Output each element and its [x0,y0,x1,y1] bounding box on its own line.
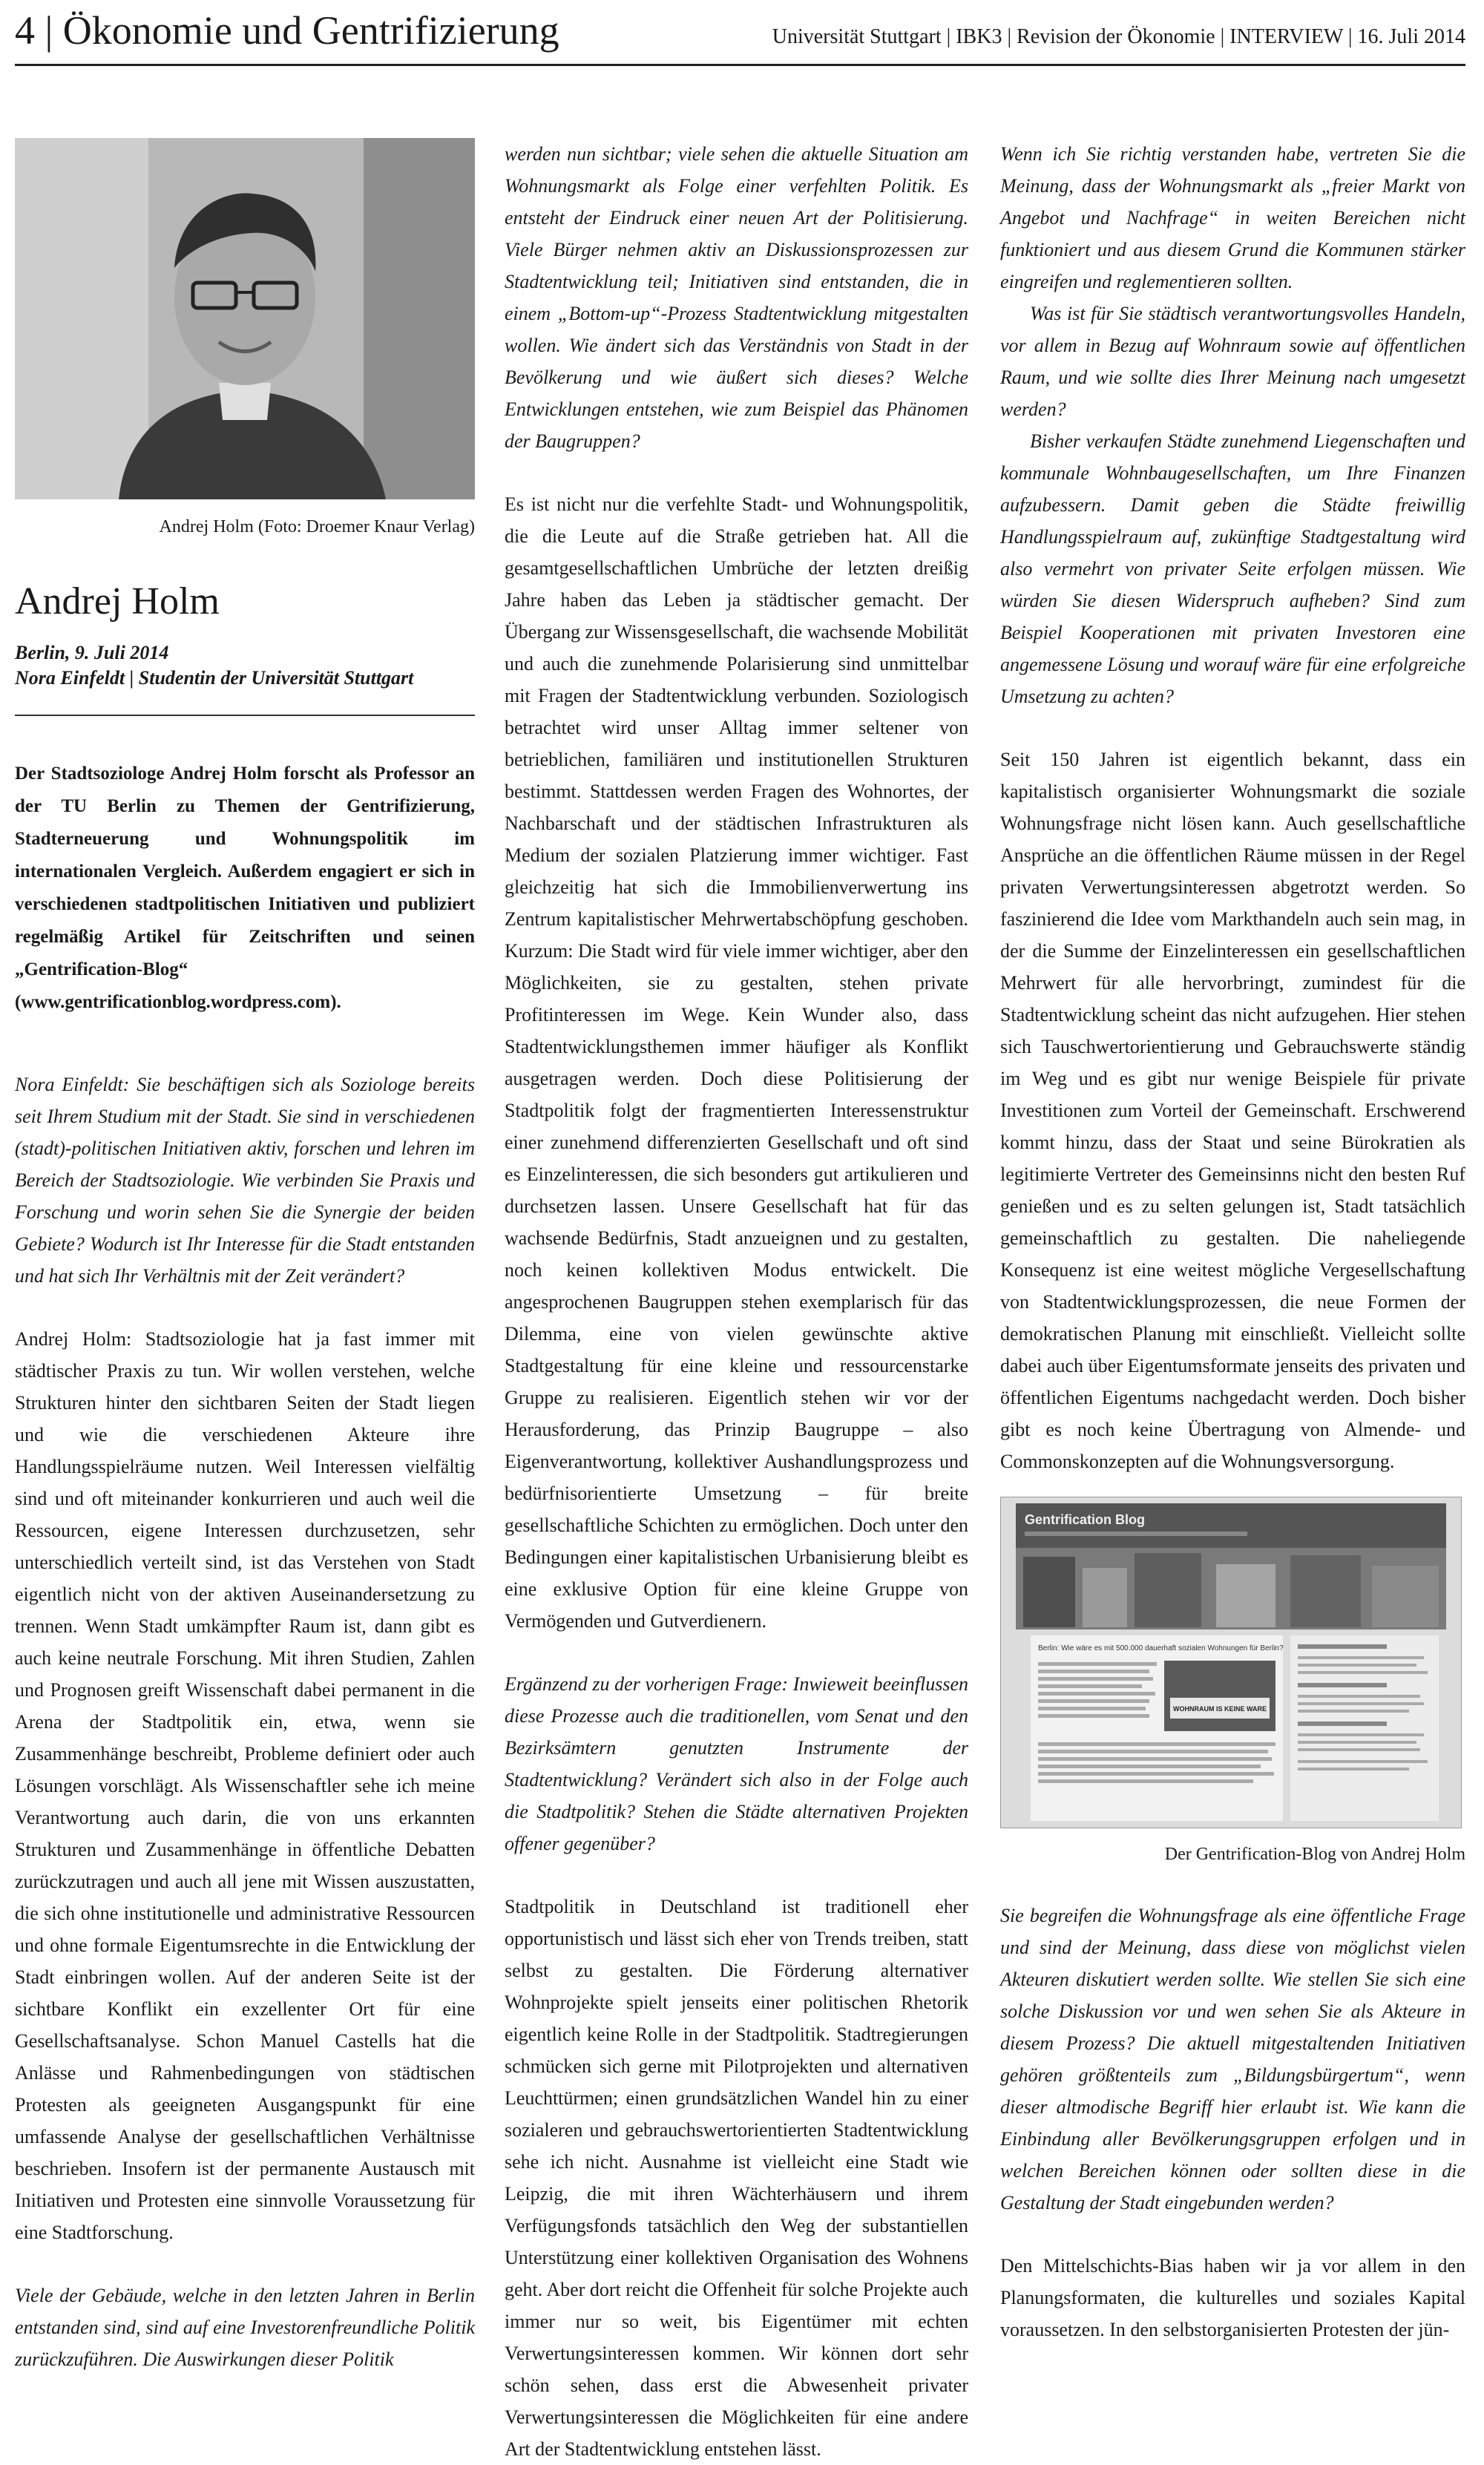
question-3: Ergänzend zu der vorherigen Frage: Inwieweit beeinflussen diese Prozesse auch die traditionellen, vom Senat und den Bezirksämtern genutzten Instrumente der Stadtentwicklung? Verändert sich also in der Folge auch die Stadtpolitik? Stehen die Städte alternativen Projekten offener gegenüber? [505,1673,968,1854]
answer-2: Es ist nicht nur die verfehlte Stadt- und Wohnungspolitik, die die Leute auf die Straße getrieben hat. All die gesamtgesellschaftlichen Umbrüche der letzten dreißig Jahre haben das Leben ja städtischer gemacht. Der Übergang zur Wissensgesellschaft, die wachsende Mobilität und auch die zunehmende Polarisierung sind unmittelbar mit Fragen der Stadtentwicklung verbunden. Soziologisch betrachtet wird unser Alltag immer seltener von betrieblichen, familiären und institutionellen Strukturen bestimmt. Stattdessen werden Fragen des Wohnortes, der Nachbarschaft und der städtischen Infrastrukturen als Medium der sozialen Platzierung immer wichtiger. Fast gleichzeitig hat sich die Immobilienverwertung ins Zentrum kapitalistischer Mehrwertabschöpfung geschoben. Kurzum: Die Stadt wird für viele immer wichtiger, aber den Möglichkeiten, sie zu gestalten, stehen private Profitinteressen im Wege. Kein Wunder also, dass Stadtentwicklungsthemen immer häufiger als Konflikt ausgetragen werden. Doch diese Politisierung der Stadtpolitik folgt der fragmentierten Interessenstruktur einer zunehmend differenzierten Gesellschaft und oft sind es Einzelinteressen, die sich besonders gut artikulieren und durchsetzen lassen. Unsere Gesellschaft hat für das wachsende Bedürfnis, Stadt anzueignen und zu gestalten, noch keinen kollektiven Modus entwickelt. Die angesprochenen Baugruppen stehen exemplarisch für das Dilemma, eine von vielen gewünschte aktive Stadtgestaltung für eine kleine und ressourcenstarke Gruppe zu realisieren. Eigentlich stehen wir vor der Herausforderung, das Prinzip Baugruppe – also Eigenverantwortung, kollektiver Aushandlungsprozess und bedürfnisorientierte Umsetzung – für breite gesellschaftliche Schichten zu ermöglichen. Doch unter den Bedingungen einer kapitalistischen Urbanisierung bleibt es eine exklusive Option für eine kleine Gruppe von Vermögenden und Gutverdienern. [505,493,968,1632]
portrait-photo [15,138,475,499]
interviewee-name: Andrej Holm [15,580,220,623]
column-left [15,138,475,2370]
question-4-part-2: Was ist für Sie städtisch verantwortungsvolles Handeln, vor allem in Bezug auf Wohnraum sowie auf öffentlichen Raum, und wie sollte dies Ihrer Meinung nach umgesetzt werden? [1000,303,1465,420]
page-header [15,4,1465,66]
question-4-part-1: Wenn ich Sie richtig verstanden habe, vertreten Sie die Meinung, dass der Wohnungsmarkt als „freier Markt von Angebot und Nachfrage“ in weiten Bereichen nicht funktioniert und aus diesem Grund die Kommunen stärker eingreifen und reglementieren sollten. [1000,143,1465,292]
question-2-start: Viele der Gebäude, welche in den letzten Jahren in Berlin entstanden sind, sind auf eine Investorenfreundliche Politik zurückzuführen. Die Auswirkungen dieser Politik [15,2285,475,2370]
divider [15,715,475,716]
banner-text: WOHNRAUM IS KEINE WARE [1173,1705,1267,1713]
answer-5: Den Mittelschichts-Bias haben wir ja vor allem in den Planungsformaten, die kulturelles und soziales Kapital voraussetzen. In den selbstorganisierten Protesten der jün- [1000,2255,1465,2340]
page-title: 4 | Ökonomie und Gentrifizierung [15,8,559,53]
dateline: Berlin, 9. Juli 2014 [15,642,169,663]
blog-post-title: Berlin: Wie wäre es mit 500.000 dauerhaft sozialen Wohnungen für Berlin? [1038,1644,1284,1652]
question-4-part-3: Bisher verkaufen Städte zunehmend Liegenschaften und kommunale Wohnbaugesellschaften, um Ihre Finanzen aufzubessern. Damit geben die Städte freiwillig Handlungsspielraum auf, zukünftige Stadtgestaltung wird also vermehrt von privater Seite erfolgen müssen. Wie würden Sie diesen Widerspruch aufheben? Sind zum Beispiel Kooperationen mit privaten Investoren eine angemessene Lösung und worauf wäre für eine erfolgreiche Umsetzung zu achten? [1000,430,1465,707]
column-middle [505,138,968,2460]
issue-meta: Universität Stuttgart | IBK3 | Revision der Ökonomie | INTERVIEW | 16. Juli 2014 [772,25,1465,48]
blog-screenshot [1000,1497,1462,1828]
screenshot-caption: Der Gentrification-Blog von Andrej Holm [1164,1845,1465,1864]
answer-4: Seit 150 Jahren ist eigentlich bekannt, dass ein kapitalistisch organisierter Wohnungsmarkt die soziale Wohnungsfrage nicht lösen kann. Auch gesellschaftliche Ansprüche an die öffentlichen Räume müssen in der Regel privaten Verwertungsinteressen abgetrotzt werden. So faszinierend die Idee vom Markthandeln auch sein mag, in der die Summe der Einzelinteressen ein gesellschaftlichen Mehrwert für alle hervorbringt, zumindest für die Stadtentwicklung scheint das nicht aufzugehen. Hier stehen sich Tauschwertorientierung und Gebrauchswerte ständig im Weg und es gibt nur wenige Beispiele für private Investitionen zum Vorteil der Gemeinschaft. Erschwerend kommt hinzu, dass der Staat und seine Bürokratien als legitimierte Vertreter des Gemeinsinns nicht den besten Ruf genießen und es zu selten gelungen ist, Stadt tatsächlich gemeinschaftlich zu gestalten. Die naheliegende Konsequenz ist eine weitest mögliche Vergesellschaftung von Stadtentwicklungsprozessen, die neue Formen der demokratischen Planung mit einschließt. Vielleicht sollte dabei auch über Eigentumsformate jenseits des privaten und öffentlichen Eigentums nachgedacht werden. Doch bisher gibt es noch keine Übertragung von Almende- und Commonskonzepten auf die Wohnungsversorgung. [1000,749,1465,1472]
question-1: Nora Einfeldt: Sie beschäftigen sich als Soziologe bereits seit Ihrem Studium mit der Stadt. Sie sind in verschiedenen (stadt)-politischen Initiativen aktiv, forschen und lehren im Bereich der Stadtsoziologie. Wie verbinden Sie Praxis und Forschung und worin sehen Sie die Synergie der beiden Gebiete? Wodurch ist Ihr Interesse für die Stadt entstanden und hat sich Ihr Verhältnis mit der Zeit verändert? [15,1074,475,1287]
column-right [1000,138,1465,2340]
answer-3: Stadtpolitik in Deutschland ist traditionell eher opportunistisch und lässt sich eher von Trends treiben, statt selbst zu gestalten. Die Förderung alternativer Wohnprojekte spielt jenseits einer politischen Rhetorik eigentlich keine Rolle in der Stadtpolitik. Stadtregierungen schmücken sich gerne mit Pilotprojekten und alternativen Leuchttürmen; einen grundsätzlichen Wandel hin zu einer sozialeren und gebrauchswertorientierten Stadtentwicklung sehe ich nicht. Ausnahme ist vielleicht eine Stadt wie Leipzig, die mit ihren Wächterhäusern und ihrem Verfügungsfonds tatsächlich den Weg der substantiellen Unterstützung einer kollektiven Organisation des Wohnens geht. Aber dort reicht die Offenheit für solche Projekte auch immer nur so weit, bis Eigentümer mit echten Verwertungsinteressen kommen. Wir können dort sehr schön sehen, dass erst die Abwesenheit privater Verwertungsinteressen die Möglichkeiten für eine andere Art der Stadtentwicklung entstehen lässt. [505,1896,968,2460]
question-5: Sie begreifen die Wohnungsfrage als eine öffentliche Frage und sind der Meinung, dass diese von möglichst vielen Akteuren diskutiert werden sollte. Wie stellen Sie sich eine solche Diskussion vor und wen sehen Sie als Akteure in diesem Prozess? Die aktuell mitgestaltenden Initiativen gehören größtenteils zum „Bildungsbürgertum“, wenn dieser altmodische Begriff hier erlaubt ist. Wie kann die Einbindung aller Bevölkerungsgruppen erfolgen und in welchen Bereichen können oder sollten diese in die Gestaltung der Stadt eingebunden werden? [1000,1905,1465,2213]
blog-title: Gentrification Blog [1025,1512,1145,1527]
question-2-continued: werden nun sichtbar; viele sehen die aktuelle Situation am Wohnungsmarkt als Folge einer verfehlten Politik. Es entsteht der Eindruck einer neuen Art der Politisierung. Viele Bürger nehmen aktiv an Diskussionsprozessen zur Stadtentwicklung teil; Initiativen sind entstanden, die in einem „Bottom-up“-Prozess Stadtentwicklung mitgestalten wollen. Wie ändert sich das Verständnis von Stadt in der Bevölkerung und wie äußert sich dieses? Welche Entwicklungen entstehen, wie zum Beispiel das Phänomen der Baugruppen? [505,143,968,452]
author-line: Nora Einfeldt | Studentin der Universität Stuttgart [15,667,414,689]
photo-caption: Andrej Holm (Foto: Droemer Knaur Verlag) [159,517,475,536]
answer-1: Andrej Holm: Stadtsoziologie hat ja fast immer mit städtischer Praxis zu tun. Wir wollen verstehen, welche Strukturen hinter den sichtbaren Seiten der Stadt liegen und wie die verschiedenen Akteure ihre Handlungsspielräume nutzen. Weil Interessen vielfältig sind und oft miteinander konkurrieren und auch weil die Ressourcen, eigene Interessen durchzusetzen, sehr unterschiedlich verteilt sind, ist das Verstehen von Stadt eigentlich nicht von der aktiven Auseinandersetzung zu trennen. Wenn Stadt umkämpfter Raum ist, dann gibt es auch keine neutrale Forschung. Mit ihren Studien, Zahlen und Prognosen greift Wissenschaft dabei permanent in die Arena der Stadtpolitik ein, etwa, wenn sie Zusammenhänge beschreibt, Probleme definiert oder auch Lösungen vorschlägt. Als Wissenschaftler sehe ich meine Verantwortung auch darin, die von uns erkannten Strukturen und Zusammenhänge in öffentliche Debatten zurückzutragen und auch all jene mit Wissen auszustatten, die sich ohne institutionelle und administrative Ressourcen und ohne formale Eigentumsrechte in die Entwicklung der Stadt einbringen wollen. Auf der anderen Seite ist der sichtbare Konflikt ein exzellenter Ort für eine Gesellschaftsanalyse. Schon Manuel Castells hat die Anlässe und Rahmenbedingungen von städtischen Protesten als geeigneten Ausgangspunkt für eine umfassende Analyse der gesellschaftlichen Verhältnisse beschrieben. Insofern ist der permanente Austausch mit Initiativen und Protesten eine sinnvolle Voraussetzung für eine Stadtforschung. [15,1328,475,2243]
intro-paragraph: Der Stadtsoziologe Andrej Holm forscht als Professor an der TU Berlin zu Themen der Gentrifizierung, Stadterneuerung und Wohnungspolitik im internationalen Vergleich. Außerdem engagiert er sich in verschiedenen stadtpolitischen Initiativen und publiziert regelmäßig Artikel für Zeitschriften und seinen „Gentrification-Blog“ (www.gentrificationblog.wordpress.com). [15,764,475,1012]
